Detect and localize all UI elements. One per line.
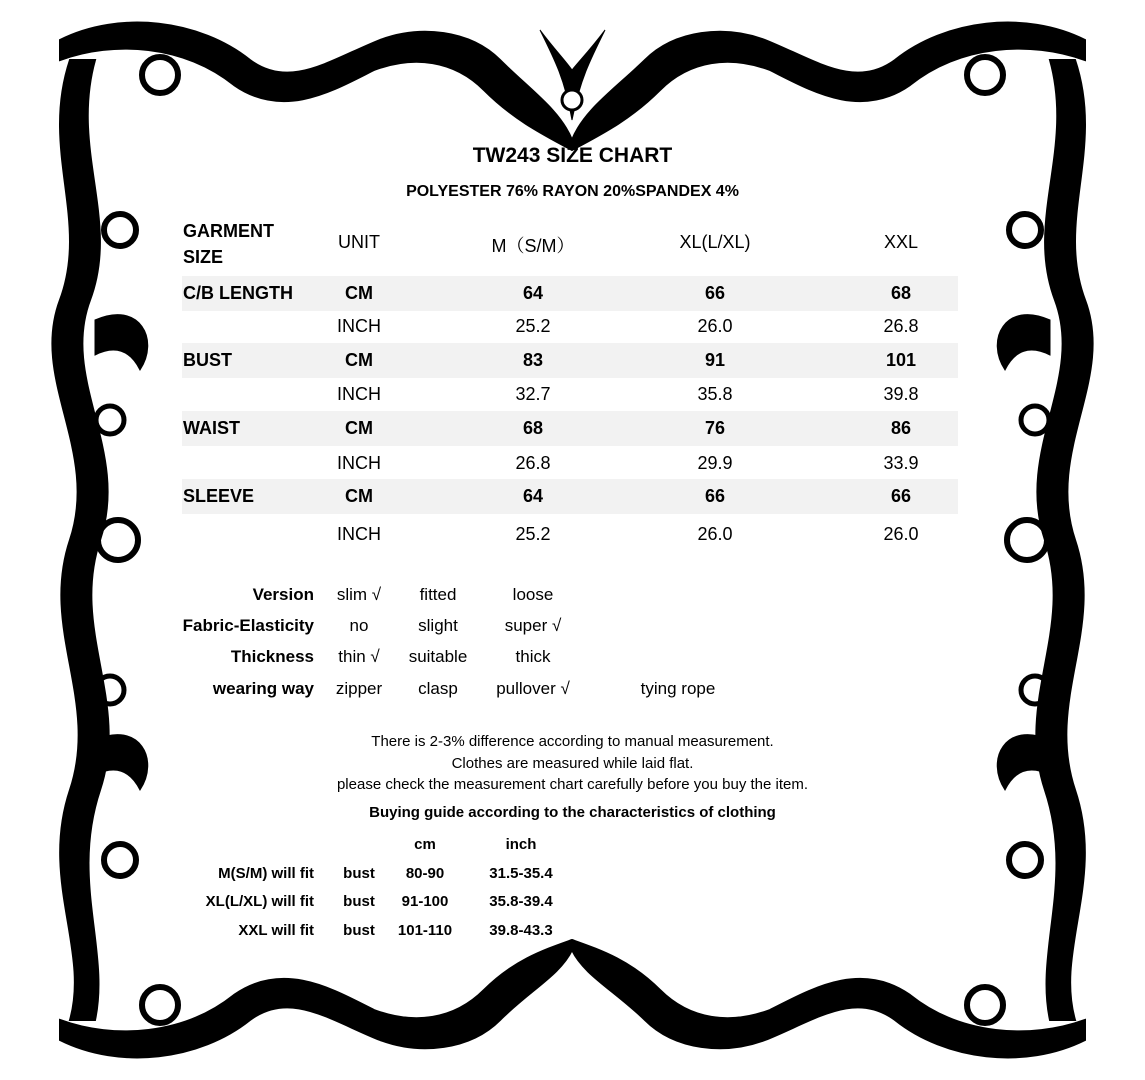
buying-guide-title: Buying guide according to the characteristics of clothing [369,804,776,821]
guide-inch: 31.5-35.4 [489,865,553,882]
attribute-option: loose [512,585,554,604]
attribute-option: slight [418,616,458,635]
attribute-option: fitted [419,585,457,604]
note-laid-flat: Clothes are measured while laid flat. [451,755,694,772]
attribute-option: pullover √ [496,679,570,698]
row-value: 83 [522,350,544,370]
bottom-ornament [60,940,1085,1057]
attribute-option: tying rope [640,679,716,698]
row-value: 66 [890,486,912,506]
guide-cm: 91-100 [401,893,449,910]
guide-col-inch: inch [505,836,537,853]
top-ornament [60,23,1085,150]
guide-cm: 80-90 [405,865,445,882]
row-value: 66 [704,283,726,303]
row-value: 33.9 [883,453,919,473]
row-band [182,276,958,311]
note-check-chart: please check the measurement chart carefully before you buy the item. [336,776,809,793]
attribute-label: wearing way [212,679,314,698]
row-value: 32.7 [515,384,551,404]
fabric-composition: POLYESTER 76% RAYON 20%SPANDEX 4% [406,183,739,200]
right-ornament [997,60,1092,1020]
row-unit: CM [345,418,373,438]
guide-part: bust [343,922,375,939]
row-unit: CM [345,283,373,303]
attribute-label: Version [252,585,314,604]
row-unit: INCH [337,316,381,336]
row-value: 68 [890,283,912,303]
row-value: 26.0 [697,316,733,336]
header-unit: UNIT [338,232,380,252]
row-value: 29.9 [697,453,733,473]
guide-size-label: XXL will fit [238,922,314,939]
header-size-xxl: XXL [883,232,919,252]
attribute-option: zipper [335,679,383,698]
row-value: 86 [890,418,912,438]
row-label: C/B LENGTH [183,283,293,303]
guide-inch: 35.8-39.4 [489,893,553,910]
guide-part: bust [343,865,375,882]
header-garment-size: GARMENT SIZE [183,221,274,267]
row-label: WAIST [183,418,240,438]
row-unit: INCH [337,453,381,473]
attribute-option: suitable [408,647,468,666]
row-value: 25.2 [515,316,551,336]
attribute-option: slim √ [336,585,382,604]
row-band [182,411,958,446]
row-value: 76 [704,418,726,438]
guide-size-label: XL(L/XL) will fit [205,893,314,910]
row-label: BUST [183,350,232,370]
header-size-m: M（S/M） [491,236,575,256]
attribute-option: super √ [504,616,562,635]
row-value: 26.0 [697,524,733,544]
guide-inch: 39.8-43.3 [489,922,553,939]
guide-part: bust [343,893,375,910]
row-unit: CM [345,486,373,506]
row-label: SLEEVE [183,486,255,506]
row-unit: INCH [337,524,381,544]
guide-cm: 101-110 [397,922,453,939]
row-value: 39.8 [883,384,919,404]
attribute-label: Fabric-Elasticity [182,616,314,635]
note-difference: There is 2-3% difference according to manual measurement. [371,733,774,750]
row-value: 26.0 [883,524,919,544]
row-value: 91 [704,350,726,370]
row-band [182,479,958,514]
row-value: 26.8 [883,316,919,336]
row-value: 26.8 [515,453,551,473]
attribute-label: Thickness [230,647,314,666]
row-value: 64 [522,283,544,303]
row-value: 66 [704,486,726,506]
row-value: 25.2 [515,524,551,544]
row-value: 35.8 [697,384,733,404]
attribute-option: clasp [418,679,458,698]
guide-size-label: M(S/M) will fit [218,865,314,882]
row-value: 101 [885,350,917,370]
row-unit: INCH [337,384,381,404]
attribute-option: thick [515,647,551,666]
chart-title: TW243 SIZE CHART [472,144,673,167]
row-unit: CM [345,350,373,370]
row-band [182,343,958,378]
left-ornament [52,60,147,1020]
attribute-option: no [349,616,369,635]
row-value: 68 [522,418,544,438]
header-size-xl: XL(L/XL) [679,232,751,252]
row-value: 64 [522,486,544,506]
attribute-option: thin √ [338,647,380,666]
guide-col-cm: cm [414,836,436,853]
